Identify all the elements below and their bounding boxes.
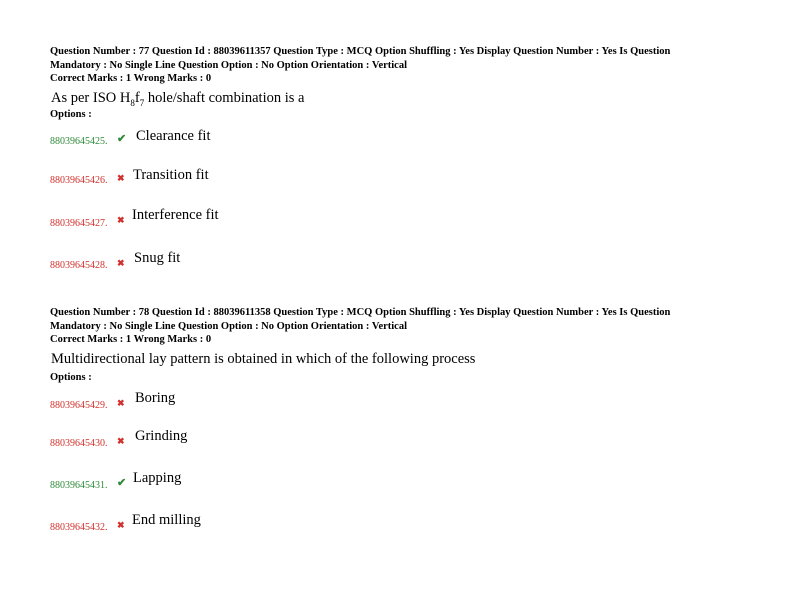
option-id: 88039645426. bbox=[50, 175, 108, 186]
option-text: Interference fit bbox=[132, 207, 219, 223]
option-row bbox=[50, 167, 450, 187]
question-meta-line: Question Number : 78 Question Id : 88039611358 Question Type : MCQ Option Shuffling : Yes Display Question Number : Yes Is Question bbox=[50, 307, 671, 318]
option-text: Grinding bbox=[135, 428, 188, 444]
option-text: Clearance fit bbox=[136, 128, 211, 144]
option-id: 88039645427. bbox=[50, 218, 108, 229]
cross-icon: ✖ bbox=[117, 436, 125, 446]
option-row bbox=[50, 428, 450, 448]
question-77-meta bbox=[50, 45, 740, 86]
option-text: Boring bbox=[135, 390, 176, 406]
question-78-meta bbox=[50, 306, 740, 347]
option-row bbox=[50, 390, 450, 410]
question-meta-line: Question Number : 77 Question Id : 88039611357 Question Type : MCQ Option Shuffling : Yes Display Question Number : Yes Is Question bbox=[50, 46, 671, 57]
option-text: Lapping bbox=[133, 470, 182, 486]
option-row bbox=[50, 250, 450, 270]
cross-icon: ✖ bbox=[117, 173, 125, 183]
check-icon: ✔ bbox=[117, 477, 127, 489]
option-id: 88039645429. bbox=[50, 400, 108, 411]
option-id: 88039645425. bbox=[50, 136, 108, 147]
options-label: Options : bbox=[50, 372, 92, 383]
option-id: 88039645431. bbox=[50, 480, 108, 491]
cross-icon: ✖ bbox=[117, 520, 125, 530]
option-id: 88039645428. bbox=[50, 260, 108, 271]
cross-icon: ✖ bbox=[117, 215, 125, 225]
option-text: Snug fit bbox=[134, 250, 181, 266]
option-row bbox=[50, 470, 450, 490]
options-label: Options : bbox=[50, 109, 92, 120]
option-row bbox=[50, 207, 450, 227]
option-id: 88039645432. bbox=[50, 522, 108, 533]
option-id: 88039645430. bbox=[50, 438, 108, 449]
question-77-text: As per ISO $H_8f_7$ hole/shaft combination is a bbox=[51, 90, 305, 108]
option-text: End milling bbox=[132, 512, 201, 528]
cross-icon: ✖ bbox=[117, 398, 125, 408]
cross-icon: ✖ bbox=[117, 258, 125, 268]
check-icon: ✔ bbox=[117, 133, 127, 145]
question-78-text: Multidirectional lay pattern is obtained in which of the following process bbox=[51, 351, 476, 367]
question-meta-line: Mandatory : No Single Line Question Option : No Option Orientation : Vertical bbox=[50, 59, 408, 71]
question-marks: Correct Marks : 1 Wrong Marks : 0 bbox=[50, 334, 212, 345]
question-marks: Correct Marks : 1 Wrong Marks : 0 bbox=[50, 73, 212, 84]
option-text: Transition fit bbox=[133, 167, 209, 183]
question-meta-line: Mandatory : No Single Line Question Option : No Option Orientation : Vertical bbox=[50, 320, 408, 332]
option-row bbox=[50, 512, 450, 532]
option-row bbox=[50, 128, 450, 148]
